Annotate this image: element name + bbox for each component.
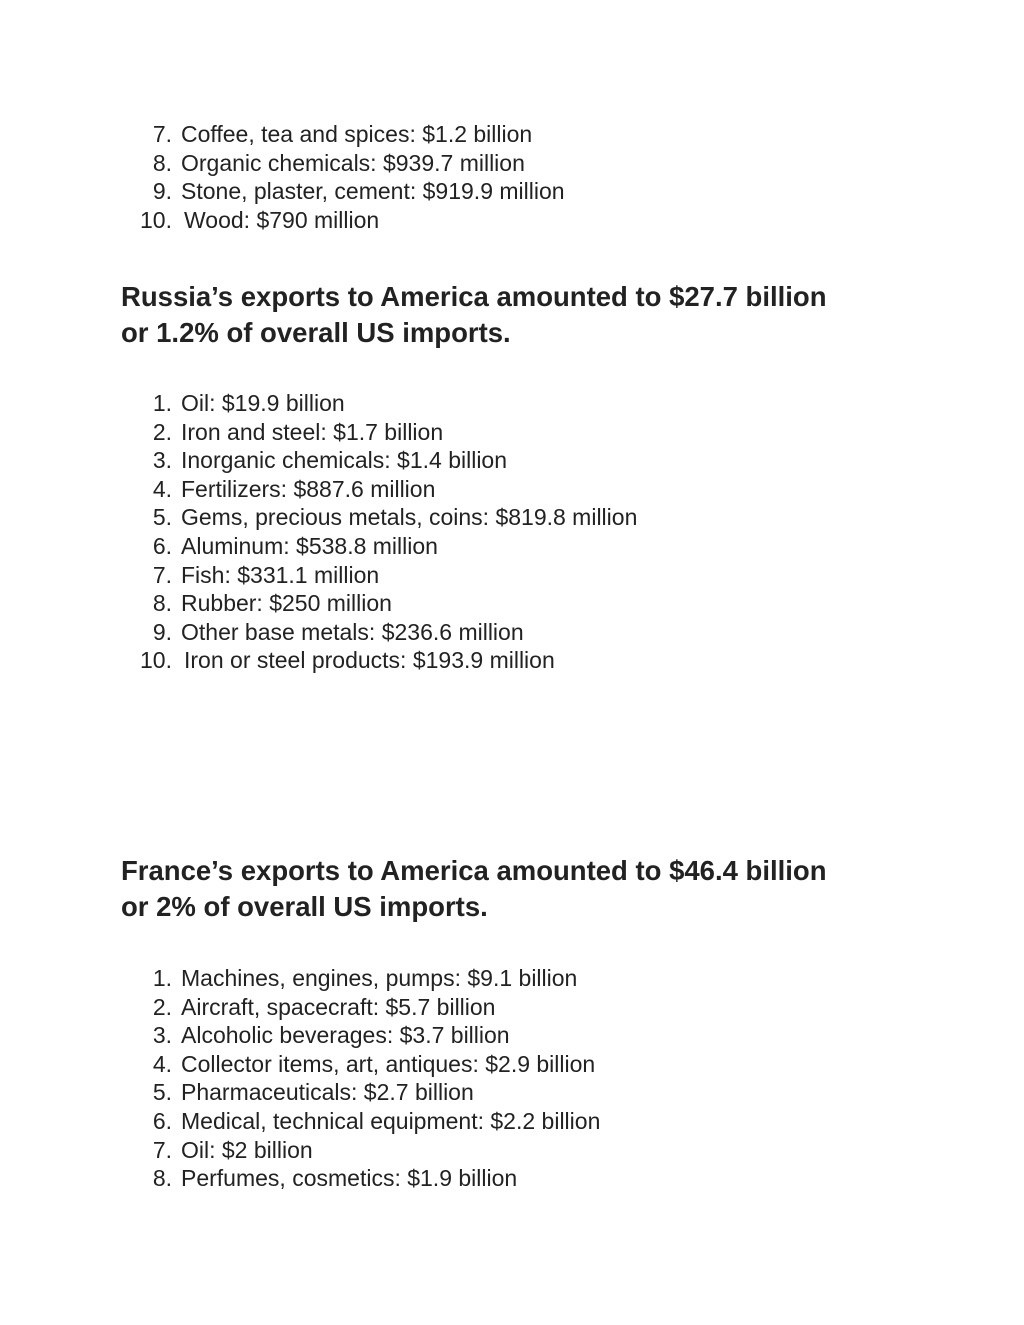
russia-export-list <box>0 389 1024 675</box>
list-item-number: 2. <box>152 418 172 445</box>
france-heading <box>121 853 921 925</box>
list-item-text: Gems, precious metals, coins: $819.8 million <box>181 504 638 531</box>
list-item-text: Aircraft, spacecraft: $5.7 billion <box>181 993 496 1020</box>
list-item-number: 5. <box>152 1079 172 1106</box>
list-item-number: 7. <box>152 1136 172 1163</box>
list-item-number: 8. <box>152 590 172 617</box>
list-item <box>0 389 1024 418</box>
list-item <box>0 1107 1024 1136</box>
list-item-number: 2. <box>152 993 172 1020</box>
list-item <box>0 618 1024 647</box>
list-item <box>0 589 1024 618</box>
list-item-text: Stone, plaster, cement: $919.9 million <box>181 178 565 205</box>
list-item-number: 8. <box>152 149 172 176</box>
list-item <box>0 475 1024 504</box>
list-item-number: 4. <box>152 475 172 502</box>
russia-heading <box>121 279 921 351</box>
list-item-text: Iron and steel: $1.7 billion <box>181 418 444 445</box>
list-item <box>0 646 1024 675</box>
list-item <box>0 177 1024 206</box>
list-item-number: 3. <box>152 447 172 474</box>
list-item <box>0 418 1024 447</box>
list-item <box>0 446 1024 475</box>
list-item-number: 10. <box>140 647 172 674</box>
list-item-text: Iron or steel products: $193.9 million <box>184 647 555 674</box>
list-item <box>0 149 1024 178</box>
list-item <box>0 964 1024 993</box>
list-item-text: Aluminum: $538.8 million <box>181 532 438 559</box>
list-item <box>0 206 1024 235</box>
list-item-text: Other base metals: $236.6 million <box>181 618 524 645</box>
france-export-list <box>0 964 1024 1193</box>
list-item-number: 8. <box>152 1165 172 1192</box>
list-item <box>0 503 1024 532</box>
list-item <box>0 1136 1024 1165</box>
list-item <box>0 532 1024 561</box>
list-item-number: 7. <box>152 121 172 147</box>
list-item-number: 7. <box>152 561 172 588</box>
list-item-number: 6. <box>152 532 172 559</box>
list-item <box>0 1021 1024 1050</box>
list-item <box>0 1050 1024 1079</box>
list-item-number: 10. <box>140 206 172 233</box>
list-item-text: Oil: $2 billion <box>181 1136 313 1163</box>
list-item-text: Coffee, tea and spices: $1.2 billion <box>181 121 533 147</box>
list-item <box>0 1078 1024 1107</box>
list-item-text: Perfumes, cosmetics: $1.9 billion <box>181 1165 518 1192</box>
list-item-text: Collector items, art, antiques: $2.9 billion <box>181 1050 596 1077</box>
list-item <box>0 561 1024 590</box>
list-item-text: Rubber: $250 million <box>181 590 392 617</box>
list-item <box>0 993 1024 1022</box>
list-item-text: Fish: $331.1 million <box>181 561 380 588</box>
list-item-number: 9. <box>152 618 172 645</box>
list-item-number: 5. <box>152 504 172 531</box>
france-heading-line-1: France’s exports to America amounted to $46.4 billion <box>121 855 827 886</box>
russia-heading-line-2: or 1.2% of overall US imports. <box>121 317 511 348</box>
list-item-text: Pharmaceuticals: $2.7 billion <box>181 1079 474 1106</box>
list-item-text: Oil: $19.9 billion <box>181 390 345 416</box>
list-item-text: Wood: $790 million <box>184 206 380 233</box>
list-item-text: Medical, technical equipment: $2.2 billion <box>181 1107 601 1134</box>
list-item-number: 1. <box>152 390 172 416</box>
list-item <box>0 1164 1024 1193</box>
list-item-text: Alcoholic beverages: $3.7 billion <box>181 1022 510 1049</box>
list-item-number: 6. <box>152 1107 172 1134</box>
list-item-text: Machines, engines, pumps: $9.1 billion <box>181 965 578 991</box>
top-export-list <box>0 120 1024 234</box>
list-item-text: Organic chemicals: $939.7 million <box>181 149 525 176</box>
list-item-number: 3. <box>152 1022 172 1049</box>
list-item-number: 9. <box>152 178 172 205</box>
list-item-number: 4. <box>152 1050 172 1077</box>
russia-heading-line-1: Russia’s exports to America amounted to $27.7 billion <box>121 281 827 312</box>
france-heading-line-2: or 2% of overall US imports. <box>121 891 488 922</box>
list-item-number: 1. <box>152 965 172 991</box>
list-item-text: Inorganic chemicals: $1.4 billion <box>181 447 508 474</box>
list-item-text: Fertilizers: $887.6 million <box>181 475 436 502</box>
list-item <box>0 120 1024 149</box>
